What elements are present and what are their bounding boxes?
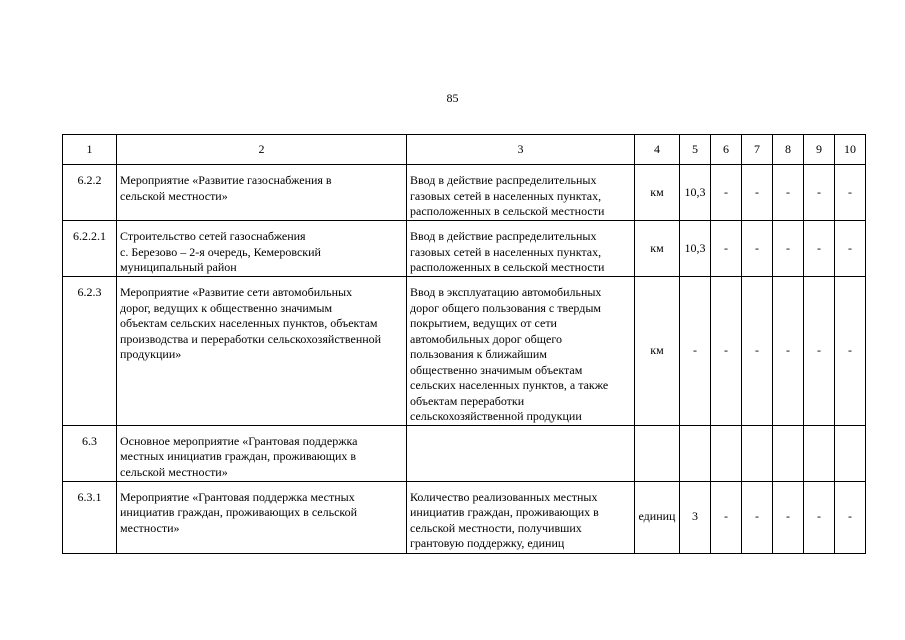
value-cell	[804, 425, 835, 481]
value-cell: -	[835, 277, 866, 426]
indicator-cell: Количество реализованных местных инициатив граждан, проживающих в сельской местности, получивших грантовую поддержку, единиц	[407, 481, 635, 553]
unit-cell: км	[635, 165, 680, 221]
header-row	[63, 135, 866, 165]
page-number: 85	[446, 91, 459, 105]
value-cell: -	[711, 165, 742, 221]
column-header: 3	[407, 135, 635, 165]
column-header: 6	[711, 135, 742, 165]
value-cell: -	[835, 165, 866, 221]
unit-cell: км	[635, 221, 680, 277]
value-cell: -	[835, 221, 866, 277]
value-cell: -	[773, 165, 804, 221]
value-cell: 10,3	[680, 165, 711, 221]
value-cell: -	[711, 221, 742, 277]
value-cell: -	[773, 221, 804, 277]
column-header: 5	[680, 135, 711, 165]
activity-cell: Мероприятие «Грантовая поддержка местных инициатив граждан, проживающих в сельской местности»	[117, 481, 407, 553]
table-row	[63, 165, 866, 221]
value-cell	[835, 425, 866, 481]
value-cell: -	[773, 481, 804, 553]
value-cell: -	[773, 277, 804, 426]
column-header: 4	[635, 135, 680, 165]
value-cell: -	[804, 277, 835, 426]
table-row	[63, 481, 866, 553]
value-cell	[742, 425, 773, 481]
value-cell: -	[680, 277, 711, 426]
indicator-cell: Ввод в действие распределительных газовых сетей в населенных пунктах, расположенных в сельской местности	[407, 221, 635, 277]
indicator-cell: Ввод в действие распределительных газовых сетей в населенных пунктах, расположенных в сельской местности	[407, 165, 635, 221]
value-cell: -	[804, 481, 835, 553]
value-cell: -	[711, 481, 742, 553]
activity-cell: Мероприятие «Развитие газоснабжения в сельской местности»	[117, 165, 407, 221]
value-cell: 10,3	[680, 221, 711, 277]
value-cell: -	[742, 165, 773, 221]
activity-cell: Мероприятие «Развитие сети автомобильных дорог, ведущих к общественно значимым объектам сельских населенных пунктов, объектам производства и переработки сельскохозяйственной продукции»	[117, 277, 407, 426]
value-cell: -	[804, 165, 835, 221]
value-cell: 3	[680, 481, 711, 553]
row-code: 6.3.1	[63, 481, 117, 553]
value-cell: -	[742, 221, 773, 277]
table-row	[63, 277, 866, 426]
column-header: 7	[742, 135, 773, 165]
value-cell: -	[835, 481, 866, 553]
row-code: 6.3	[63, 425, 117, 481]
value-cell	[773, 425, 804, 481]
unit-cell	[635, 425, 680, 481]
unit-cell: км	[635, 277, 680, 426]
value-cell	[711, 425, 742, 481]
indicator-cell	[407, 425, 635, 481]
activity-cell: Основное мероприятие «Грантовая поддержка местных инициатив граждан, проживающих в сельской местности»	[117, 425, 407, 481]
column-header: 2	[117, 135, 407, 165]
value-cell	[680, 425, 711, 481]
value-cell: -	[711, 277, 742, 426]
column-header: 9	[804, 135, 835, 165]
activity-cell: Строительство сетей газоснабжения с. Березово – 2-я очередь, Кемеровский муниципальный район	[117, 221, 407, 277]
column-header: 1	[63, 135, 117, 165]
value-cell: -	[804, 221, 835, 277]
indicators-table	[62, 134, 866, 554]
indicator-cell: Ввод в эксплуатацию автомобильных дорог общего пользования с твердым покрытием, ведущих от сети автомобильных дорог общего пользования к ближайшим общественно значимым объектам сельских населенных пунктов, а также объектам переработки сельскохозяйственной продукции	[407, 277, 635, 426]
table-row	[63, 221, 866, 277]
row-code: 6.2.3	[63, 277, 117, 426]
unit-cell: единиц	[635, 481, 680, 553]
row-code: 6.2.2.1	[63, 221, 117, 277]
row-code: 6.2.2	[63, 165, 117, 221]
value-cell: -	[742, 481, 773, 553]
column-header: 10	[835, 135, 866, 165]
table-row	[63, 425, 866, 481]
value-cell: -	[742, 277, 773, 426]
column-header: 8	[773, 135, 804, 165]
